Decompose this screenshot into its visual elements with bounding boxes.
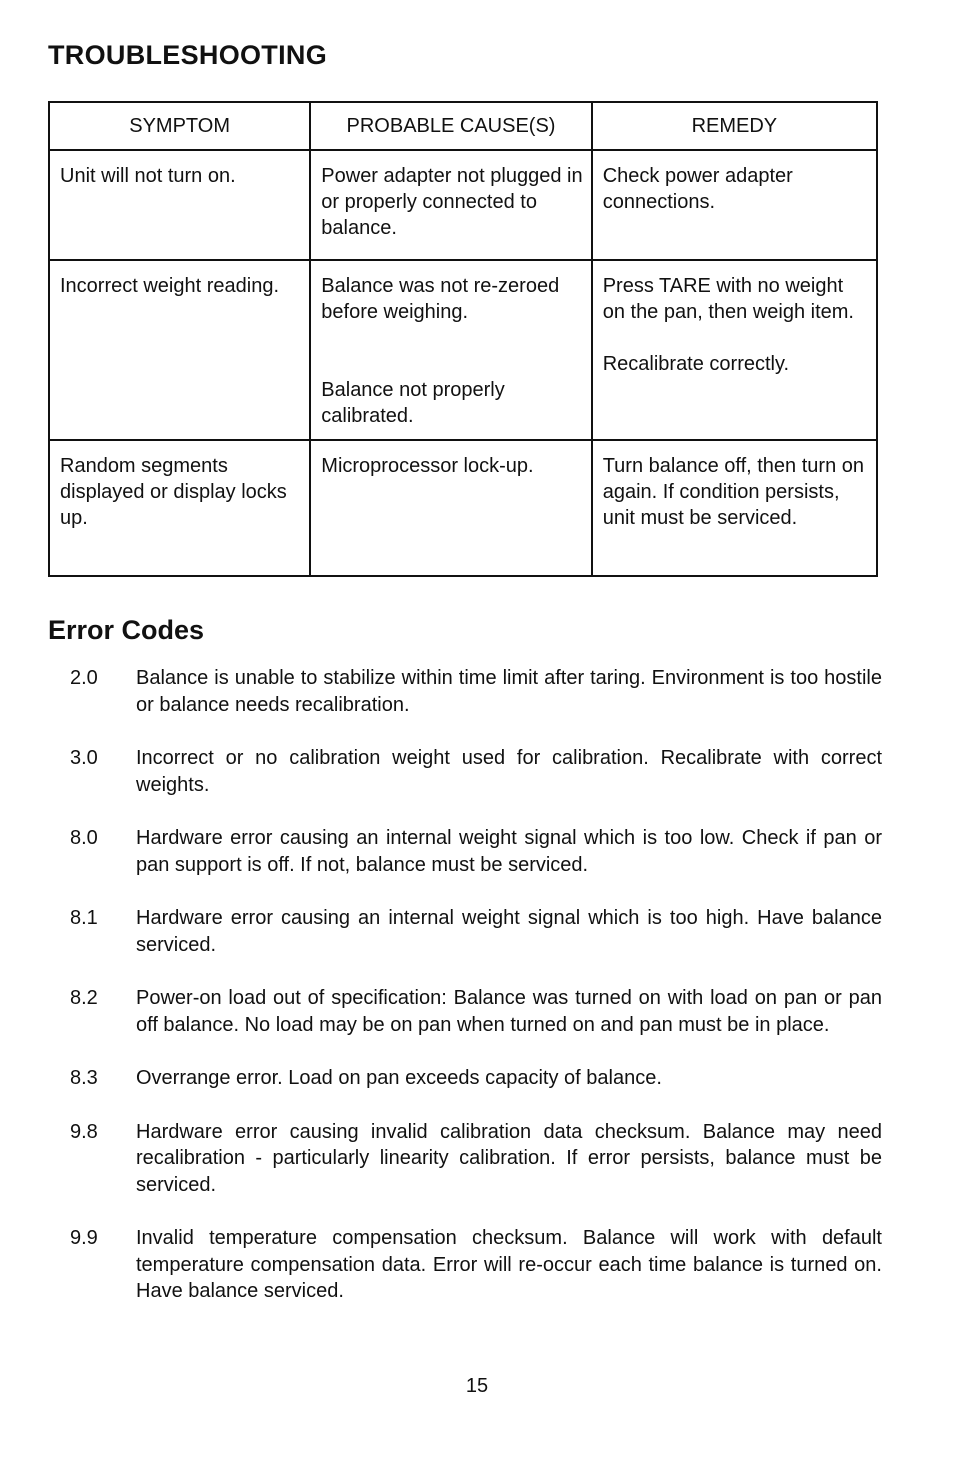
cause-text: Microprocessor lock-up. — [321, 455, 534, 477]
cause-text: Balance not properly calibrated. — [321, 379, 505, 427]
error-code: 8.2 — [70, 987, 98, 1009]
remedy-text: Recalibrate correctly. — [602, 353, 790, 375]
error-description: Hardware error causing invalid calibration data checksum. Balance may need recalibration - particularly linearity calibration. If error persists, balance must be serviced. — [136, 1120, 882, 1196]
troubleshooting-table — [48, 101, 878, 577]
list-item — [70, 1225, 882, 1305]
error-code: 9.9 — [70, 1227, 98, 1249]
list-item — [70, 1065, 882, 1092]
list-item — [70, 905, 882, 958]
page-number: 15 — [465, 1375, 489, 1397]
cell-gap — [321, 325, 582, 351]
remedy-text: Turn balance off, then turn on again. If condition persists, unit must be serviced. — [602, 455, 864, 529]
cause-text: Power adapter not plugged in or properly connected to balance. — [321, 165, 583, 239]
error-code: 9.8 — [70, 1120, 98, 1143]
header-remedy: REMEDY — [592, 102, 877, 150]
table-row — [49, 440, 877, 576]
page-title: TROUBLESHOOTING — [48, 40, 327, 70]
error-code: 8.3 — [70, 1067, 98, 1089]
header-symptom: SYMPTOM — [49, 102, 310, 150]
remedy-cell — [592, 440, 877, 576]
error-code: 8.1 — [70, 907, 98, 929]
error-code: 2.0 — [70, 667, 98, 689]
error-code: 8.0 — [70, 827, 98, 849]
list-item — [70, 665, 882, 718]
symptom-cell: Unit will not turn on. — [49, 150, 310, 260]
error-description: Hardware error causing an internal weight signal which is too high. Have balance serviced. — [136, 907, 882, 956]
remedy-text: Check power adapter connections. — [602, 165, 793, 213]
error-code: 3.0 — [70, 747, 98, 769]
remedy-text: Press TARE with no weight on the pan, then weigh item. — [602, 275, 854, 323]
error-description: Power-on load out of specification: Balance was turned on with load on pan or pan off balance. No load may be on pan when turned on and pan must be in place. — [136, 987, 882, 1036]
table-row — [49, 150, 877, 260]
cause-cell — [310, 150, 591, 260]
cell-gap — [321, 351, 582, 377]
symptom-cell: Incorrect weight reading. — [49, 260, 310, 440]
cause-cell — [310, 260, 591, 440]
remedy-cell — [592, 150, 877, 260]
symptom-cell: Random segments displayed or display locks up. — [49, 440, 310, 576]
remedy-cell — [592, 260, 877, 440]
list-item — [70, 745, 882, 798]
error-description: Balance is unable to stabilize within time limit after taring. Environment is too hostile or balance needs recalibration. — [136, 667, 882, 716]
table-header-row — [49, 102, 877, 150]
list-item — [70, 1119, 882, 1199]
error-description: Invalid temperature compensation checksum. Balance will work with default temperature compensation data. Error will re-occur each time balance is turned on. Have balance serviced. — [136, 1227, 882, 1302]
cause-text: Balance was not re-zeroed before weighing. — [321, 275, 560, 323]
list-item — [70, 985, 882, 1038]
error-description: Incorrect or no calibration weight used for calibration. Recalibrate with correct weights. — [136, 747, 882, 796]
table-row — [49, 260, 877, 440]
list-item — [70, 825, 882, 878]
cause-cell — [310, 440, 591, 576]
error-codes-title: Error Codes — [48, 615, 205, 645]
header-probable-causes: PROBABLE CAUSE(S) — [310, 102, 591, 150]
error-description: Overrange error. Load on pan exceeds capacity of balance. — [136, 1067, 662, 1089]
error-description: Hardware error causing an internal weight signal which is too low. Check if pan or pan support is off. If not, balance must be serviced. — [136, 827, 882, 876]
error-codes-list — [70, 665, 882, 1332]
cell-gap — [603, 325, 868, 351]
